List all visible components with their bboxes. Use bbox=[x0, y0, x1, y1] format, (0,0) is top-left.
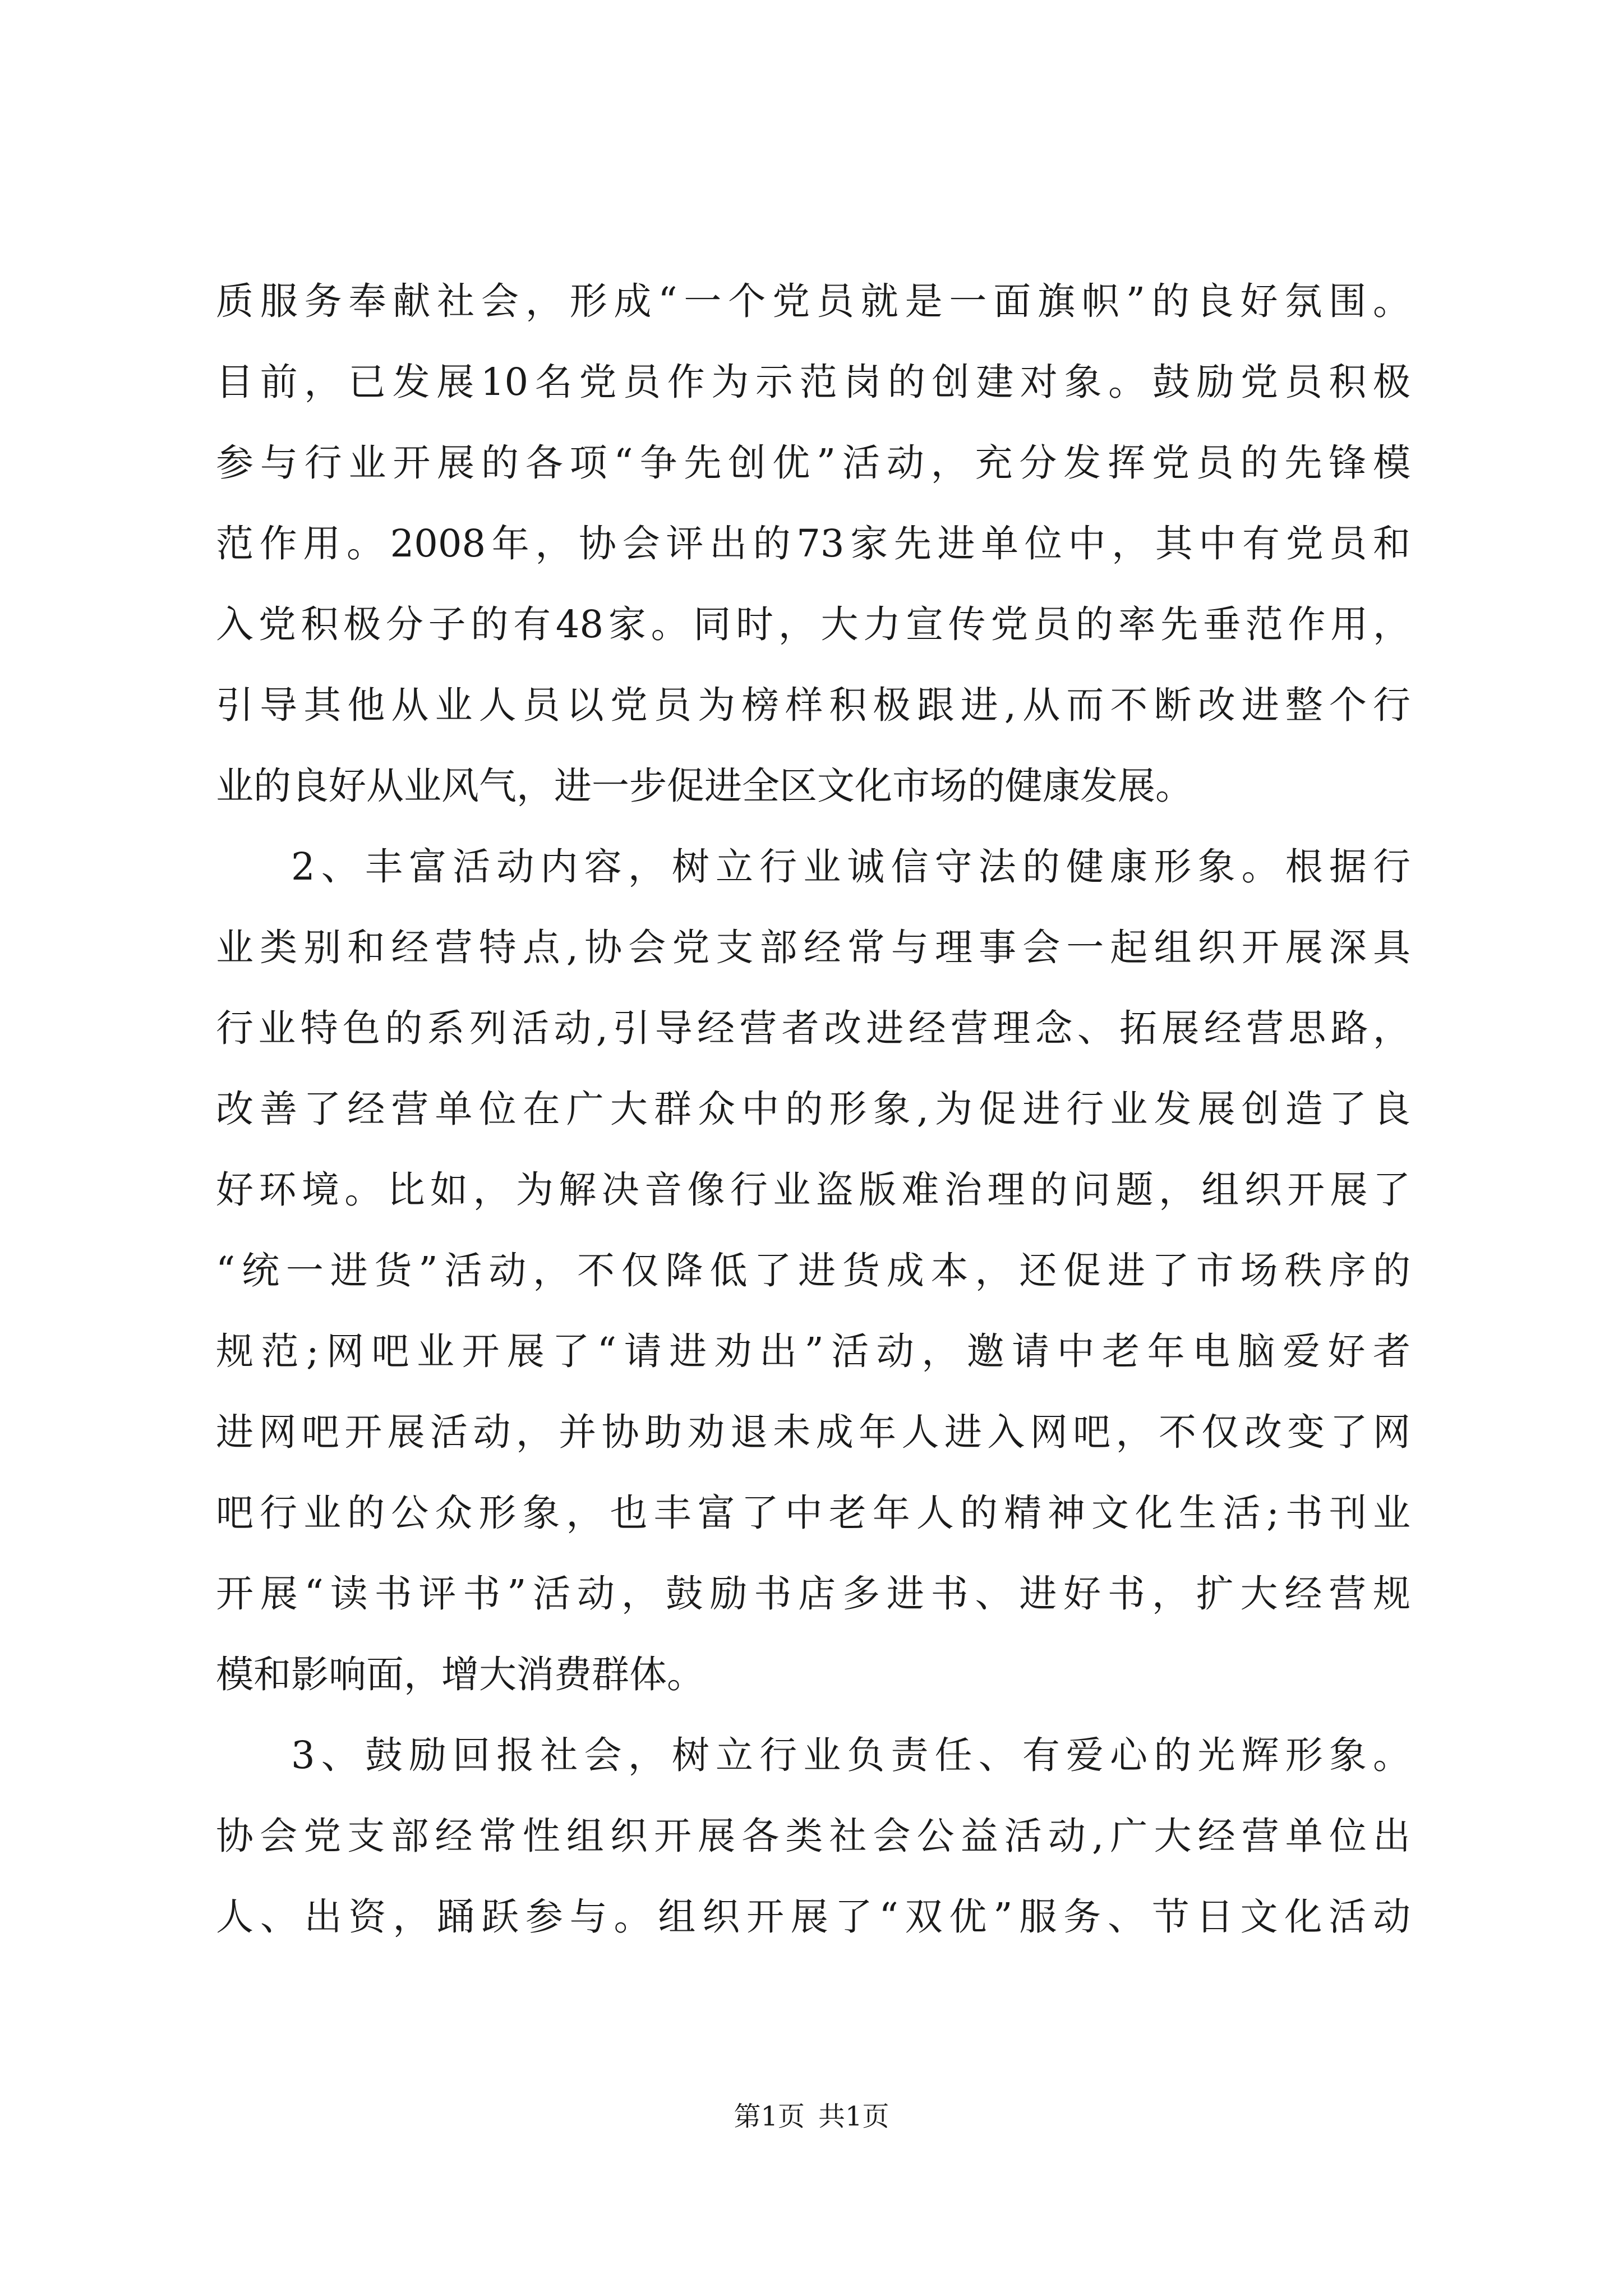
text-line: 协会党支部经常性组织开展各类社会公益活动,广大经营单位出 bbox=[216, 1814, 1410, 1858]
paragraph-start-line: 2、丰富活动内容，树立行业诚信守法的健康形象。根据行 bbox=[291, 845, 1410, 889]
text-line: 人、出资，踊跃参与。组织开展了“双优”服务、节日文化活动 bbox=[216, 1895, 1410, 1939]
text-line: 业类别和经营特点,协会党支部经常与理事会一起组织开展深具 bbox=[216, 926, 1410, 969]
text-line: 模和影响面，增大消费群体。 bbox=[216, 1653, 704, 1696]
text-line: 入党积极分子的有48家。同时，大力宣传党员的率先垂范作用， bbox=[216, 602, 1410, 646]
text-line: 行业特色的系列活动,引导经营者改进经营理念、拓展经营思路， bbox=[216, 1006, 1410, 1050]
text-line: 范作用。2008年，协会评出的73家先进单位中，其中有党员和 bbox=[216, 522, 1410, 565]
text-line: 规范;网吧业开展了“请进劝出”活动，邀请中老年电脑爱好者 bbox=[216, 1329, 1410, 1373]
page-number-current: 第1页 bbox=[734, 2101, 805, 2132]
text-line: “统一进货”活动，不仅降低了进货成本，还促进了市场秩序的 bbox=[216, 1249, 1410, 1292]
paragraph-start-line: 3、鼓励回报社会，树立行业负责任、有爱心的光辉形象。 bbox=[291, 1733, 1410, 1777]
text-line: 业的良好从业风气，进一步促进全区文化市场的健康发展。 bbox=[216, 764, 1193, 808]
text-line: 质服务奉献社会，形成“一个党员就是一面旗帜”的良好氛围。 bbox=[216, 279, 1410, 323]
text-line: 吧行业的公众形象，也丰富了中老年人的精神文化生活;书刊业 bbox=[216, 1491, 1410, 1535]
page-footer bbox=[0, 2097, 1623, 2136]
text-line: 目前，已发展10名党员作为示范岗的创建对象。鼓励党员积极 bbox=[216, 360, 1410, 404]
text-line: 进网吧开展活动，并协助劝退未成年人进入网吧，不仅改变了网 bbox=[216, 1410, 1410, 1454]
text-line: 改善了经营单位在广大群众中的形象,为促进行业发展创造了良 bbox=[216, 1087, 1410, 1131]
body-text bbox=[216, 261, 1410, 1957]
text-line: 参与行业开展的各项“争先创优”活动，充分发挥党员的先锋模 bbox=[216, 441, 1410, 485]
text-line: 引导其他从业人员以党员为榜样积极跟进,从而不断改进整个行 bbox=[216, 683, 1410, 727]
page-number-total: 共1页 bbox=[818, 2101, 889, 2132]
text-line: 开展“读书评书”活动，鼓励书店多进书、进好书，扩大经营规 bbox=[216, 1572, 1410, 1616]
text-line: 好环境。比如，为解决音像行业盗版难治理的问题，组织开展了 bbox=[216, 1168, 1410, 1212]
